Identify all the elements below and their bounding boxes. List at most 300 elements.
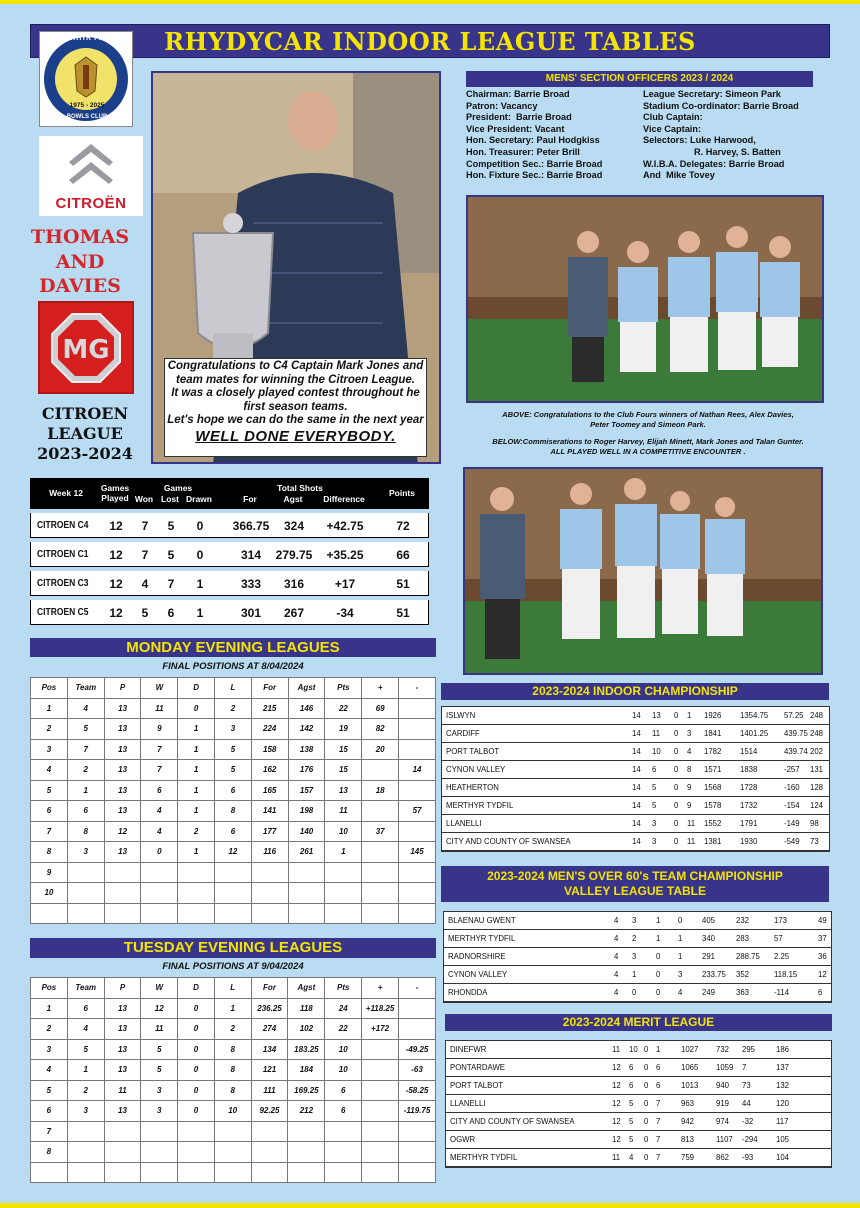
- table-cell: 12: [109, 548, 123, 562]
- table-cell: 439.74: [784, 747, 808, 756]
- table-cell: 1568: [704, 783, 722, 792]
- table-cell: 14: [632, 729, 641, 738]
- table-row: [444, 984, 831, 1002]
- table-cell: 4: [629, 1153, 634, 1162]
- top-border: [0, 0, 860, 4]
- table-cell: 1354.75: [740, 711, 769, 720]
- caption-line: ALL PLAYED WELL IN A COMPETITIVE ENCOUNTER .: [550, 447, 746, 456]
- table-cell: 1: [325, 842, 362, 863]
- table-cell: [399, 1162, 436, 1183]
- table-row: [444, 912, 831, 930]
- table-cell: 6: [31, 1101, 68, 1122]
- table-cell: [362, 760, 399, 781]
- table-cell: 15: [325, 739, 362, 760]
- table-cell: 1401.25: [740, 729, 769, 738]
- table-cell: 184: [288, 1060, 325, 1081]
- table-cell: 4: [687, 747, 692, 756]
- column-header: L: [215, 678, 252, 699]
- table-cell: 14: [632, 819, 641, 828]
- table-cell: 14: [632, 837, 641, 846]
- table-cell: +42.75: [326, 519, 364, 533]
- table-cell: [215, 883, 252, 904]
- table-cell: [288, 1121, 325, 1142]
- table-cell: 69: [362, 698, 399, 719]
- table-cell: 0: [178, 1080, 215, 1101]
- table-cell: -154: [784, 801, 800, 810]
- caption-line: BELOW:Commiserations to Roger Harvey, Elijah Minett, Mark Jones and Talan Gunter.: [492, 437, 804, 446]
- table-cell: 11: [687, 819, 696, 828]
- table-cell: [362, 1080, 399, 1101]
- team-name: OGWR: [450, 1135, 476, 1144]
- table-cell: 2: [215, 698, 252, 719]
- table-row: [31, 801, 436, 822]
- table-row: [31, 1080, 436, 1101]
- table-cell: 13: [104, 719, 141, 740]
- table-cell: 57: [399, 801, 436, 822]
- team-name: CYNON VALLEY: [446, 765, 506, 774]
- table-cell: [67, 883, 104, 904]
- table-cell: 1926: [704, 711, 722, 720]
- officers-title: MENS' SECTION OFFICERS 2023 / 2024: [466, 71, 813, 87]
- table-cell: 4: [67, 1019, 104, 1040]
- table-cell: 18: [362, 780, 399, 801]
- well-done-text: WELL DONE EVERYBODY.: [195, 427, 396, 445]
- table-cell: 116: [251, 842, 288, 863]
- table-cell: [178, 862, 215, 883]
- column-header: +: [362, 678, 399, 699]
- team-name: RHONDDA: [448, 988, 488, 997]
- table-cell: [288, 1162, 325, 1183]
- table-cell: [215, 903, 252, 924]
- col-lost: Lost: [161, 494, 179, 504]
- table-cell: 0: [644, 1117, 649, 1126]
- table-cell: 3: [678, 970, 683, 979]
- officer-line: President: Barrie Broad: [466, 112, 572, 123]
- table-cell: 162: [251, 760, 288, 781]
- table-cell: 4: [67, 698, 104, 719]
- team-name: BLAENAU GWENT: [448, 916, 516, 925]
- table-cell: 37: [818, 934, 827, 943]
- table-cell: 963: [681, 1099, 695, 1108]
- table-cell: 131: [810, 765, 824, 774]
- table-cell: 1: [67, 780, 104, 801]
- table-cell: 1: [178, 760, 215, 781]
- table-cell: 105: [776, 1135, 790, 1144]
- table-cell: 186: [776, 1045, 790, 1054]
- table-cell: 0: [674, 765, 679, 774]
- table-cell: 1: [31, 998, 68, 1019]
- table-cell: 4: [614, 970, 619, 979]
- table-cell: 2: [67, 760, 104, 781]
- table-cell: [288, 903, 325, 924]
- table-cell: 8: [687, 765, 692, 774]
- table-cell: 12: [109, 606, 123, 620]
- col-won: Won: [134, 494, 154, 504]
- table-cell: 6: [629, 1081, 634, 1090]
- congrats-note: [164, 358, 427, 457]
- table-cell: 1: [196, 606, 204, 620]
- table-cell: [399, 1121, 436, 1142]
- monday-league-table: [30, 677, 436, 924]
- table-cell: [325, 1142, 362, 1163]
- table-cell: 333: [240, 577, 262, 591]
- table-cell: 8: [31, 1142, 68, 1163]
- table-cell: 279.75: [275, 548, 313, 562]
- team-name: CITY AND COUNTY OF SWANSEA: [446, 837, 571, 846]
- table-cell: 366.75: [232, 519, 270, 533]
- club-badge-years: 1975 - 2025: [69, 102, 105, 109]
- table-cell: 12: [109, 577, 123, 591]
- table-cell: 13: [104, 780, 141, 801]
- table-cell: 10: [214, 1101, 251, 1122]
- table-row: [446, 1131, 831, 1149]
- table-cell: [362, 801, 399, 822]
- table-cell: 177: [251, 821, 288, 842]
- table-row: [446, 1113, 831, 1131]
- column-header: Agst: [288, 678, 325, 699]
- table-cell: 3: [31, 1039, 68, 1060]
- table-cell: [288, 862, 325, 883]
- table-row: [31, 842, 436, 863]
- table-cell: 1782: [704, 747, 722, 756]
- table-cell: 1: [178, 780, 215, 801]
- table-cell: [67, 862, 104, 883]
- table-cell: 232: [736, 916, 750, 925]
- table-row: [31, 1121, 436, 1142]
- table-cell: 5: [67, 1039, 104, 1060]
- table-cell: 3: [632, 952, 637, 961]
- table-cell: 142: [288, 719, 325, 740]
- team-name: MERTHYR TYDFIL: [446, 801, 514, 810]
- table-cell: 44: [742, 1099, 751, 1108]
- table-cell: 316: [283, 577, 305, 591]
- table-cell: [141, 903, 178, 924]
- table-cell: 0: [674, 801, 679, 810]
- table-cell: 1552: [704, 819, 722, 828]
- table-cell: 24: [325, 998, 362, 1019]
- table-cell: 12: [612, 1081, 621, 1090]
- table-cell: +118.25: [362, 998, 399, 1019]
- column-header: W: [141, 678, 178, 699]
- citroen-chevrons-icon: [39, 136, 143, 196]
- officer-line: Club Captain:: [643, 112, 703, 123]
- table-cell: 12: [612, 1099, 621, 1108]
- dealer-name: [28, 225, 132, 299]
- table-cell: 12: [141, 998, 178, 1019]
- table-row: [442, 815, 829, 833]
- table-cell: [141, 862, 178, 883]
- tuesday-subtitle: FINAL POSITIONS AT 9/04/2024: [162, 961, 304, 972]
- table-cell: 14: [632, 711, 641, 720]
- table-cell: 291: [702, 952, 716, 961]
- table-row: [31, 862, 436, 883]
- table-cell: 1: [178, 801, 215, 822]
- table-cell: 4: [678, 988, 683, 997]
- dealer-line: THOMAS: [30, 226, 130, 248]
- table-cell: 157: [288, 780, 325, 801]
- citroen-table-body: [30, 513, 429, 625]
- table-cell: 340: [702, 934, 716, 943]
- table-cell: 1514: [740, 747, 758, 756]
- table-cell: 36: [818, 952, 827, 961]
- table-cell: [178, 883, 215, 904]
- table-cell: [104, 903, 141, 924]
- table-row: [31, 883, 436, 904]
- table-cell: 6: [167, 606, 175, 620]
- table-cell: 6: [818, 988, 823, 997]
- caption-below: [460, 437, 836, 457]
- table-cell: 1: [67, 1060, 104, 1081]
- table-row: [442, 761, 829, 779]
- table-cell: 7: [31, 821, 68, 842]
- table-row: [446, 1149, 831, 1167]
- table-cell: 13: [104, 1019, 141, 1040]
- table-row: [31, 903, 436, 924]
- table-cell: 1930: [740, 837, 758, 846]
- table-cell: 15: [325, 760, 362, 781]
- mg-logo: [38, 301, 134, 394]
- table-cell: 405: [702, 916, 716, 925]
- table-cell: 8: [214, 1039, 251, 1060]
- table-cell: 2: [31, 1019, 68, 1040]
- table-cell: 11: [141, 1019, 178, 1040]
- table-cell: 82: [362, 719, 399, 740]
- team-name: PONTARDAWE: [450, 1063, 506, 1072]
- table-cell: 974: [716, 1117, 730, 1126]
- trophy-photo: [151, 71, 441, 464]
- table-cell: 6: [67, 801, 104, 822]
- table-cell: 1059: [716, 1063, 734, 1072]
- table-row: [442, 833, 829, 851]
- table-cell: 0: [674, 783, 679, 792]
- monday-subtitle: FINAL POSITIONS AT 8/04/2024: [162, 661, 304, 672]
- table-cell: 0: [178, 1060, 215, 1081]
- team-name: DINEFWR: [450, 1045, 487, 1054]
- table-cell: [178, 1162, 215, 1183]
- table-cell: 11: [652, 729, 661, 738]
- table-cell: 7: [656, 1135, 661, 1144]
- table-cell: 7: [656, 1099, 661, 1108]
- table-cell: [399, 1019, 436, 1040]
- table-cell: 1: [196, 577, 204, 591]
- table-cell: 8: [215, 801, 252, 822]
- officer-line: And Mike Tovey: [643, 170, 715, 181]
- table-cell: 137: [776, 1063, 790, 1072]
- table-cell: 0: [632, 988, 637, 997]
- table-cell: 5: [31, 780, 68, 801]
- table-cell: 5: [652, 801, 657, 810]
- table-cell: 0: [674, 747, 679, 756]
- table-row: [446, 1095, 831, 1113]
- table-cell: 66: [396, 548, 410, 562]
- table-cell: 7: [141, 739, 178, 760]
- table-cell: 198: [288, 801, 325, 822]
- table-cell: 22: [325, 1019, 362, 1040]
- table-cell: 104: [776, 1153, 790, 1162]
- table-cell: [362, 883, 399, 904]
- table-cell: [141, 1162, 178, 1183]
- table-cell: -32: [742, 1117, 754, 1126]
- table-cell: 12: [818, 970, 827, 979]
- table-cell: +35.25: [326, 548, 364, 562]
- table-cell: 14: [632, 747, 641, 756]
- table-cell: [251, 903, 288, 924]
- club-fours-photo: [466, 195, 824, 403]
- dealer-line: AND: [55, 250, 105, 273]
- table-cell: 7: [742, 1063, 747, 1072]
- table-cell: 942: [681, 1117, 695, 1126]
- table-cell: 11: [104, 1080, 141, 1101]
- table-cell: 6: [656, 1081, 661, 1090]
- table-cell: 13: [104, 698, 141, 719]
- table-cell: 2: [632, 934, 637, 943]
- table-row: [444, 948, 831, 966]
- congrats-line: Let's hope we can do the same in the next year: [167, 414, 424, 426]
- team-name: MERTHYR TYDFIL: [448, 934, 516, 943]
- column-header: L: [214, 978, 251, 999]
- table-cell: 51: [396, 606, 410, 620]
- table-cell: 73: [742, 1081, 751, 1090]
- table-cell: [399, 883, 436, 904]
- team-name: CITROEN C5: [37, 607, 89, 618]
- table-cell: 759: [681, 1153, 695, 1162]
- table-cell: [325, 903, 362, 924]
- table-cell: 7: [656, 1117, 661, 1126]
- table-cell: 176: [288, 760, 325, 781]
- table-cell: +17: [334, 577, 356, 591]
- table-cell: 12: [104, 821, 141, 842]
- caption-line: ABOVE: Congratulations to the Club Fours winners of Nathan Rees, Alex Davies,: [502, 410, 794, 419]
- table-cell: 940: [716, 1081, 730, 1090]
- table-cell: 6: [141, 780, 178, 801]
- table-cell: 146: [288, 698, 325, 719]
- club-fours-image: [468, 197, 824, 403]
- column-header: -: [399, 978, 436, 999]
- citroen-table-header: [30, 478, 429, 509]
- table-cell: 12: [612, 1117, 621, 1126]
- team-name: CITY AND COUNTY OF SWANSEA: [450, 1117, 575, 1126]
- table-cell: 169.25: [288, 1080, 325, 1101]
- team-name: LLANELLI: [450, 1099, 486, 1108]
- club-badge-top: MERTHYR TYDFIL: [56, 35, 118, 42]
- column-header: P: [104, 978, 141, 999]
- table-cell: [362, 1101, 399, 1122]
- table-row: [31, 1039, 436, 1060]
- table-cell: [362, 1060, 399, 1081]
- table-cell: 158: [251, 739, 288, 760]
- over60-title-line: VALLEY LEAGUE TABLE: [563, 884, 706, 898]
- table-cell: [31, 903, 68, 924]
- table-row: [31, 1101, 436, 1122]
- table-cell: 92.25: [251, 1101, 288, 1122]
- table-cell: 13: [104, 998, 141, 1019]
- table-cell: 6: [67, 998, 104, 1019]
- column-header: Pts: [325, 978, 362, 999]
- table-cell: -114: [774, 988, 790, 997]
- table-cell: 12: [215, 842, 252, 863]
- table-cell: 0: [656, 970, 661, 979]
- table-cell: 1841: [704, 729, 722, 738]
- team-name: PORT TALBOT: [450, 1081, 504, 1090]
- table-row: [446, 1059, 831, 1077]
- table-cell: [362, 1039, 399, 1060]
- table-cell: 98: [810, 819, 819, 828]
- officer-line: Patron: Vacancy: [466, 100, 538, 111]
- table-cell: 1: [178, 739, 215, 760]
- table-cell: 324: [283, 519, 305, 533]
- mg-octagon-icon: [46, 308, 126, 388]
- table-cell: [399, 739, 436, 760]
- over60-table: [443, 911, 832, 1003]
- table-cell: 3: [215, 719, 252, 740]
- table-cell: 13: [104, 760, 141, 781]
- table-cell: -58.25: [399, 1080, 436, 1101]
- table-cell: 1571: [704, 765, 722, 774]
- table-cell: 7: [67, 739, 104, 760]
- table-cell: 1013: [681, 1081, 699, 1090]
- table-cell: 732: [716, 1045, 730, 1054]
- over60-title: [441, 866, 829, 902]
- table-cell: 102: [288, 1019, 325, 1040]
- table-cell: 5: [167, 519, 175, 533]
- table-row: [442, 797, 829, 815]
- table-cell: [251, 1142, 288, 1163]
- table-header-row: [31, 978, 436, 999]
- table-cell: [251, 862, 288, 883]
- table-cell: 5: [652, 783, 657, 792]
- col-for: For: [243, 494, 257, 504]
- team-name: CITROEN C3: [37, 578, 89, 589]
- caption-line: Peter Toomey and Simeon Park.: [590, 420, 706, 429]
- table-cell: 117: [776, 1117, 789, 1126]
- table-cell: 0: [678, 916, 683, 925]
- table-cell: 363: [736, 988, 750, 997]
- table-cell: 0: [644, 1099, 649, 1108]
- table-cell: [362, 842, 399, 863]
- table-cell: 183.25: [288, 1039, 325, 1060]
- table-cell: 13: [104, 801, 141, 822]
- table-cell: 11: [687, 837, 696, 846]
- table-cell: [104, 862, 141, 883]
- table-cell: 7: [141, 519, 149, 533]
- table-row: [31, 1060, 436, 1081]
- table-cell: 121: [251, 1060, 288, 1081]
- table-cell: 49: [818, 916, 827, 925]
- club-fours-runners-up-photo: [463, 467, 823, 675]
- page-title: RHYDYCAR INDOOR LEAGUE TABLES: [30, 24, 830, 58]
- table-cell: 1: [656, 916, 661, 925]
- table-row: [446, 1041, 831, 1059]
- citroen-league-table: [30, 478, 429, 625]
- officers-col-left: [466, 89, 646, 182]
- team-name: LLANELLI: [446, 819, 482, 828]
- table-cell: 14: [632, 801, 641, 810]
- table-cell: [288, 883, 325, 904]
- table-cell: 3: [67, 1101, 104, 1122]
- table-cell: 301: [240, 606, 262, 620]
- table-cell: 2: [178, 821, 215, 842]
- column-header: Agst: [288, 978, 325, 999]
- table-cell: [215, 862, 252, 883]
- indoor-championship-title: 2023-2024 INDOOR CHAMPIONSHIP: [441, 683, 829, 700]
- table-cell: 7: [141, 548, 149, 562]
- table-row: [442, 779, 829, 797]
- table-cell: 141: [251, 801, 288, 822]
- table-cell: 12: [612, 1063, 621, 1072]
- table-cell: 248: [810, 711, 824, 720]
- team-name: CITROEN C4: [37, 520, 89, 531]
- table-cell: 138: [288, 739, 325, 760]
